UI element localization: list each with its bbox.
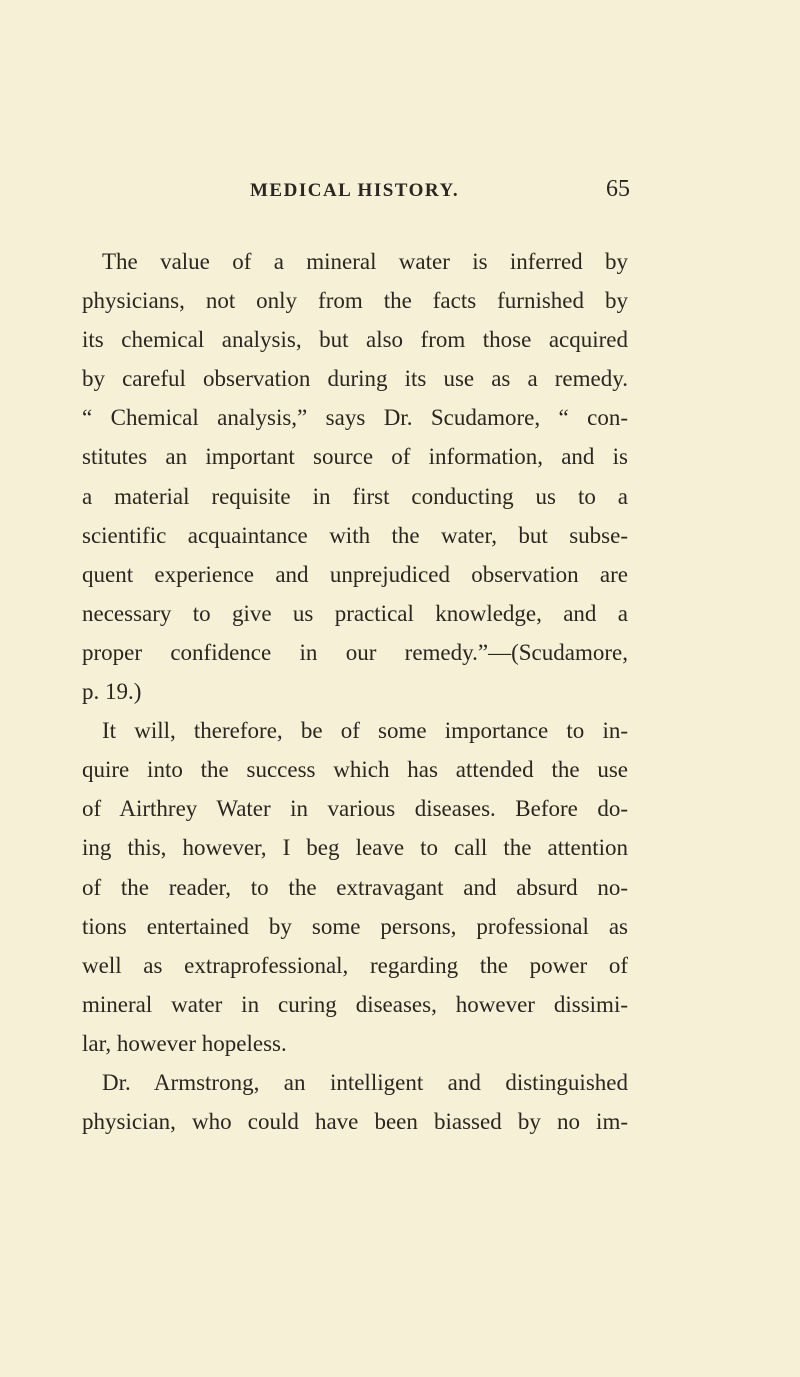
text-line: The value of a mineral water is inferred by — [102, 249, 628, 274]
text-line: quire into the success which has attended the use — [82, 757, 628, 783]
text-line: lar, however hopeless. — [82, 1030, 287, 1056]
page-number: 65 — [606, 176, 630, 202]
text-line: of the reader, to the extravagant and absurd no- — [82, 874, 628, 900]
text-line: tions entertained by some persons, professional as — [82, 913, 628, 939]
text-line: by careful observation during its use as a remedy. — [82, 366, 628, 392]
text-line: necessary to give us practical knowledge, and a — [82, 600, 628, 626]
running-head: MEDICAL HISTORY. — [250, 180, 460, 201]
text-line: physicians, not only from the facts furnished by — [82, 288, 628, 314]
text-line: a material requisite in first conducting us to a — [82, 483, 628, 509]
text-line: physician, who could have been biassed by no im- — [82, 1109, 628, 1135]
text-line: quent experience and unprejudiced observation are — [82, 561, 628, 587]
text-line: Dr. Armstrong, an intelligent and distinguished — [102, 1069, 628, 1095]
text-line: scientific acquaintance with the water, but subse- — [82, 522, 628, 548]
text-line: of Airthrey Water in various diseases. Before do- — [82, 796, 628, 822]
text-line: well as extraprofessional, regarding the power of — [82, 952, 628, 978]
body-text — [82, 242, 628, 1141]
text-line: mineral water in curing diseases, however dissimi- — [82, 991, 628, 1017]
text-line: “ Chemical analysis,” says Dr. Scudamore, “ con- — [82, 405, 628, 431]
text-line: p. 19.) — [82, 679, 142, 705]
text-line: ing this, however, I beg leave to call the attention — [82, 835, 628, 861]
text-line: proper confidence in our remedy.”—(Scudamore, — [82, 639, 628, 665]
text-line: its chemical analysis, but also from those acquired — [82, 327, 628, 353]
text-line: It will, therefore, be of some importance to in- — [102, 718, 628, 744]
text-line: stitutes an important source of information, and is — [82, 444, 628, 470]
page-header — [250, 176, 630, 216]
